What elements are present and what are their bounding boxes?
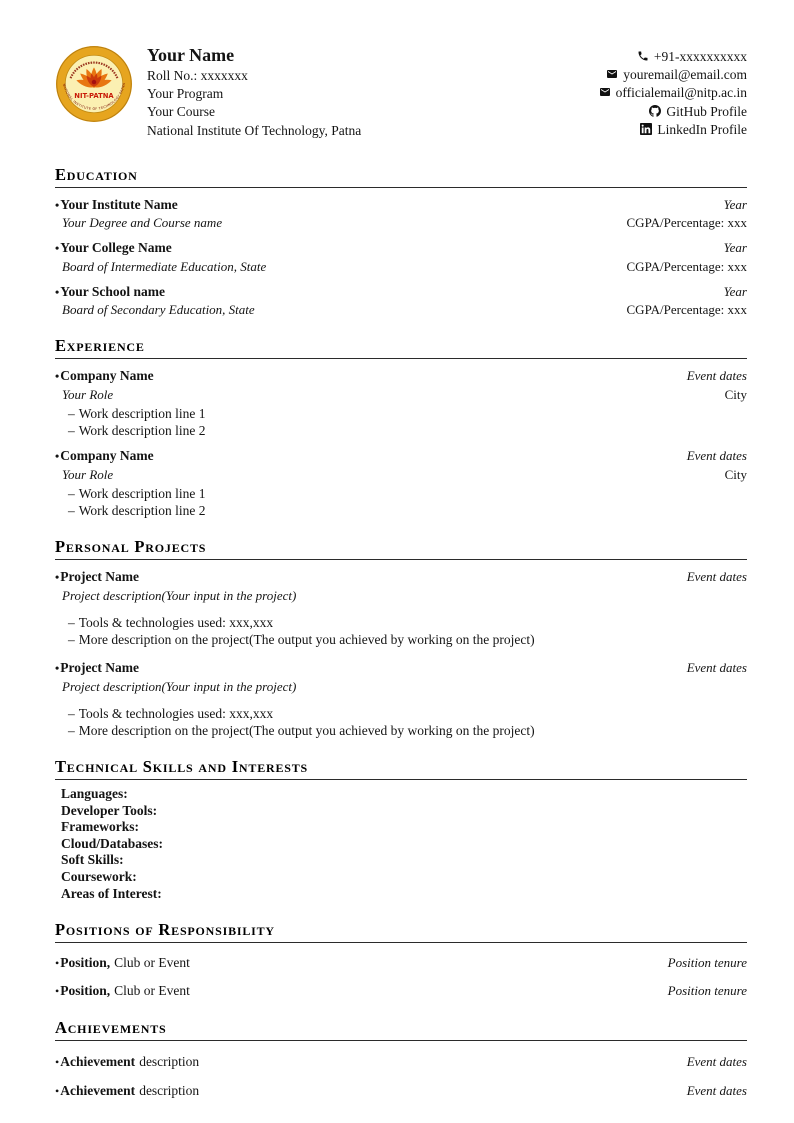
- work-description-list: [55, 485, 747, 519]
- skill-label-areas-of-interest: Areas of Interest:: [61, 885, 162, 901]
- linkedin-icon: [640, 123, 652, 135]
- resume-header: [55, 44, 747, 140]
- city: City: [724, 386, 747, 402]
- project-dates: Event dates: [686, 660, 747, 676]
- linkedin-profile-link[interactable]: [599, 121, 747, 139]
- position-org: Club or Event: [114, 954, 190, 970]
- official-email-link[interactable]: [599, 84, 747, 102]
- achievements-title: Achievements: [55, 1018, 167, 1038]
- section-divider: [55, 942, 747, 943]
- institute-name: National Institute Of Technology, Patna: [147, 122, 362, 138]
- envelope-icon: [599, 86, 611, 98]
- institution-name: Your College Name: [60, 240, 172, 256]
- project-name: Project Name: [60, 660, 140, 676]
- section-education: [55, 166, 747, 319]
- section-divider: [55, 358, 747, 359]
- section-positions: [55, 921, 747, 1000]
- dash-marker: –: [68, 405, 75, 421]
- position-entry: [55, 982, 747, 1000]
- bullet-marker: •: [55, 284, 60, 299]
- achievement-description: description: [139, 1083, 200, 1099]
- project-detail-list: [55, 705, 747, 739]
- section-skills: [55, 758, 747, 902]
- dash-marker: –: [68, 722, 75, 738]
- city: City: [724, 466, 747, 482]
- section-experience: [55, 337, 747, 519]
- project-detail: – Tools & technologies used: xxx,xxx: [68, 614, 274, 630]
- work-description-list: [55, 405, 747, 439]
- skill-label-developer-tools: Developer Tools:: [61, 802, 158, 818]
- education-score: CGPA/Percentage: xxx: [626, 302, 747, 318]
- role: Your Role: [62, 386, 114, 402]
- education-year: Year: [723, 283, 747, 299]
- section-divider: [55, 779, 747, 780]
- education-year: Year: [723, 240, 747, 256]
- logo-ring-text: NATIONAL INSTITUTE OF TECHNOLOGY PATNA: [62, 82, 127, 111]
- section-achievements: [55, 1019, 747, 1100]
- skill-label-languages: Languages:: [61, 785, 128, 801]
- nitp-logo: [55, 45, 133, 123]
- course: Your Course: [147, 104, 216, 120]
- section-projects: [55, 538, 747, 739]
- project-entry: [55, 569, 747, 648]
- dash-marker: –: [68, 502, 75, 518]
- education-entry: [55, 197, 747, 213]
- section-divider: [55, 1040, 747, 1041]
- dash-marker: –: [68, 705, 75, 721]
- position-name: Position,: [60, 983, 111, 999]
- dash-marker: –: [68, 614, 75, 630]
- github-icon: [649, 105, 661, 117]
- candidate-name: Your Name: [147, 45, 235, 65]
- dash-marker: –: [68, 631, 75, 647]
- position-org: Club or Event: [114, 983, 190, 999]
- education-entry: [55, 240, 747, 256]
- personal-email-link[interactable]: [599, 66, 747, 84]
- work-description: – Work description line 2: [68, 502, 206, 518]
- dash-marker: –: [68, 485, 75, 501]
- achievement-description: description: [139, 1053, 200, 1069]
- github-profile-link[interactable]: [599, 103, 747, 121]
- skill-label-coursework: Coursework:: [61, 868, 137, 884]
- degree-detail: Board of Secondary Education, State: [62, 302, 255, 318]
- company-name: Company Name: [60, 448, 154, 464]
- skills-list: [55, 786, 747, 902]
- project-detail: – More description on the project(The output you achieved by working on the project): [68, 631, 535, 647]
- achievement-entry: [55, 1053, 747, 1071]
- skill-label-cloud-databases: Cloud/Databases:: [61, 835, 164, 851]
- project-detail: – Tools & technologies used: xxx,xxx: [68, 705, 274, 721]
- degree-detail: Your Degree and Course name: [62, 215, 223, 231]
- company-name: Company Name: [60, 368, 154, 384]
- project-dates: Event dates: [686, 569, 747, 585]
- experience-title: Experience: [55, 336, 145, 356]
- institution-name: Your School name: [60, 283, 165, 299]
- skill-label-frameworks: Frameworks:: [61, 819, 139, 835]
- education-title: Education: [55, 164, 138, 184]
- dash-marker: –: [68, 423, 75, 439]
- github-profile-label: GitHub Profile: [666, 103, 747, 119]
- bullet-marker: •: [55, 241, 60, 256]
- bullet-marker: •: [55, 984, 60, 999]
- roll-number: Roll No.: xxxxxxx: [147, 68, 248, 83]
- program: Your Program: [147, 86, 224, 102]
- project-description: Project description(Your input in the project): [62, 587, 297, 603]
- work-description: – Work description line 2: [68, 423, 206, 439]
- bullet-marker: •: [55, 1084, 60, 1099]
- phone-row: [599, 48, 747, 66]
- position-name: Position,: [60, 954, 111, 970]
- achievement-dates: Event dates: [686, 1053, 747, 1069]
- bullet-marker: •: [55, 197, 60, 212]
- institution-name: Your Institute Name: [60, 196, 178, 212]
- skills-title: Technical Skills and Interests: [55, 756, 309, 776]
- achievement-name: Achievement: [60, 1053, 136, 1069]
- project-entry: [55, 660, 747, 739]
- work-description: – Work description line 1: [68, 485, 206, 501]
- bullet-marker: •: [55, 661, 60, 676]
- experience-dates: Event dates: [686, 368, 747, 384]
- project-detail: – More description on the project(The output you achieved by working on the project): [68, 722, 535, 738]
- position-tenure: Position tenure: [667, 954, 747, 970]
- experience-entry: [55, 368, 747, 439]
- envelope-icon: [606, 68, 618, 80]
- bullet-marker: •: [55, 369, 60, 384]
- experience-dates: Event dates: [686, 448, 747, 464]
- official-email: officialemail@nitp.ac.in: [615, 85, 747, 101]
- bullet-marker: •: [55, 449, 60, 464]
- contact-block: [599, 44, 747, 139]
- bullet-marker: •: [55, 955, 60, 970]
- role: Your Role: [62, 466, 114, 482]
- education-score: CGPA/Percentage: xxx: [626, 258, 747, 274]
- identity-block: [147, 44, 599, 140]
- project-description: Project description(Your input in the project): [62, 678, 297, 694]
- projects-title: Personal Projects: [55, 537, 207, 557]
- experience-entry: [55, 448, 747, 519]
- position-entry: [55, 954, 747, 972]
- section-divider: [55, 559, 747, 560]
- nitp-logo-image: [55, 45, 133, 123]
- education-entry: [55, 284, 747, 300]
- work-description: – Work description line 1: [68, 405, 206, 421]
- project-name: Project Name: [60, 569, 140, 585]
- phone-icon: [637, 50, 649, 62]
- skill-label-soft-skills: Soft Skills:: [61, 852, 124, 868]
- positions-title: Positions of Responsibility: [55, 920, 275, 940]
- achievement-dates: Event dates: [686, 1083, 747, 1099]
- linkedin-profile-label: LinkedIn Profile: [657, 121, 747, 137]
- section-divider: [55, 187, 747, 188]
- education-year: Year: [723, 196, 747, 212]
- phone-number: +91-xxxxxxxxxx: [653, 49, 747, 64]
- bullet-marker: •: [55, 1054, 60, 1069]
- achievement-entry: [55, 1082, 747, 1100]
- project-detail-list: [55, 614, 747, 648]
- degree-detail: Board of Intermediate Education, State: [62, 258, 267, 274]
- logo-label: NIT-PATNA: [74, 92, 114, 101]
- bullet-marker: •: [55, 570, 60, 585]
- personal-email: youremail@email.com: [623, 67, 747, 83]
- achievement-name: Achievement: [60, 1083, 136, 1099]
- education-score: CGPA/Percentage: xxx: [626, 215, 747, 231]
- position-tenure: Position tenure: [667, 983, 747, 999]
